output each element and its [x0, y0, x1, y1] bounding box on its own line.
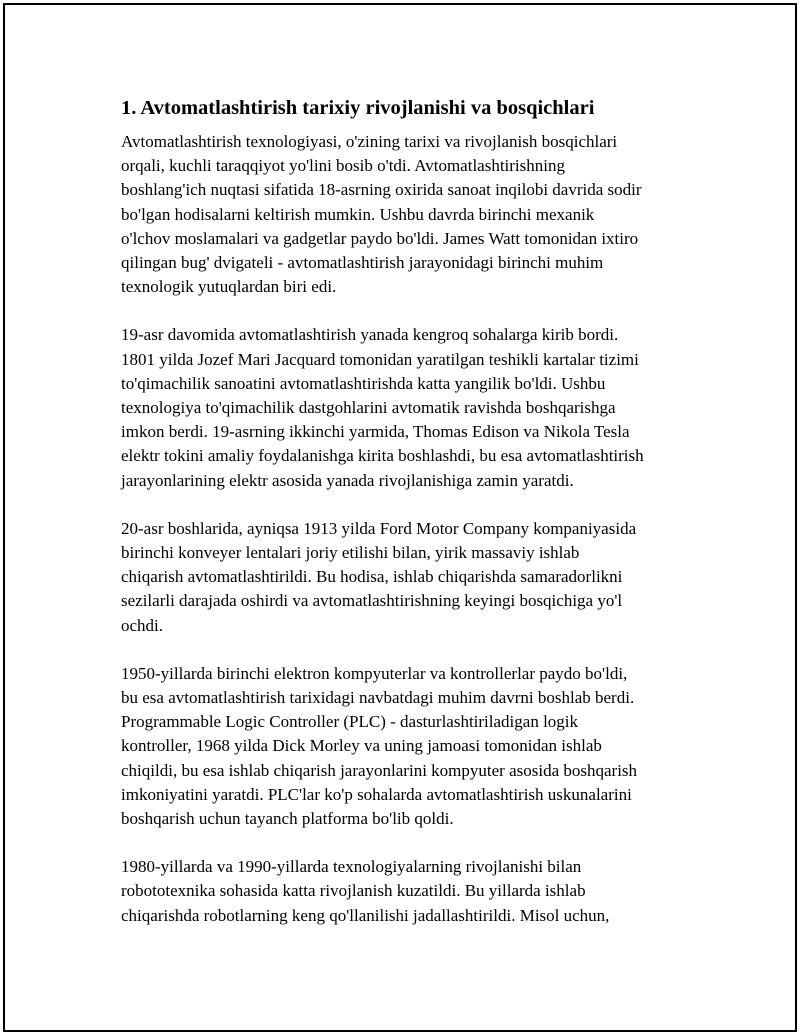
text-line: elektr tokini amaliy foydalanishga kirita boshlashdi, bu esa avtomatlashtirish — [121, 446, 644, 466]
text-line: orqali, kuchli taraqqiyot yo'lini bosib o'tdi. Avtomatlashtirishning — [121, 156, 565, 176]
text-line: jarayonlarining elektr asosida yanada rivojlanishiga zamin yaratdi. — [121, 470, 574, 490]
text-line: o'lchov moslamalari va gadgetlar paydo bo'ldi. James Watt tomonidan ixtiro — [121, 228, 639, 248]
paragraph-5 — [121, 855, 701, 928]
text-line: boshqarish uchun tayanch platforma bo'lib qoldi. — [121, 809, 454, 829]
text-line: Programmable Logic Controller (PLC) - dasturlashtiriladigan logik — [121, 712, 579, 732]
text-line: sezilarli darajada oshirdi va avtomatlashtirishning keyingi bosqichiga yo'l — [121, 591, 623, 611]
text-line: 20-asr boshlarida, ayniqsa 1913 yilda Ford Motor Company kompaniyasida — [121, 518, 637, 538]
text-line: imkon berdi. 19-asrning ikkinchi yarmida, Thomas Edison va Nikola Tesla — [121, 422, 630, 442]
text-line: 1980-yillarda va 1990-yillarda texnologiyalarning rivojlanishi bilan — [121, 857, 582, 877]
text-line: chiqarish avtomatlashtirildi. Bu hodisa, ishlab chiqarishda samaradorlikni — [121, 567, 623, 587]
text-line: Avtomatlashtirish texnologiyasi, o'zining tarixi va rivojlanish bosqichlari — [121, 132, 618, 151]
section-heading: 1. Avtomatlashtirish tarixiy rivojlanishi va bosqichlari — [121, 97, 595, 119]
text-line: birinchi konveyer lentalari joriy etilishi bilan, yirik massaviy ishlab — [121, 543, 580, 563]
text-line: texnologiya to'qimachilik dastgohlarini avtomatik ravishda boshqarishga — [121, 398, 616, 418]
text-line: imkoniyatini yaratdi. PLC'lar ko'p sohalarda avtomatlashtirish uskunalarini — [121, 784, 632, 804]
text-line: ochdi. — [121, 615, 164, 635]
text-line: texnologik yutuqlardan biri edi. — [121, 277, 337, 297]
text-line: to'qimachilik sanoatini avtomatlashtirishda katta yangilik bo'ldi. Ushbu — [121, 373, 606, 393]
text-line: bu esa avtomatlashtirish tarixidagi navbatdagi muhim davrni boshlab berdi. — [121, 688, 635, 708]
paragraph-3 — [121, 517, 701, 638]
text-line: chiqarishda robotlarning keng qo'llanilishi jadallashtirildi. Misol uchun, — [121, 905, 610, 925]
document-body — [121, 93, 701, 952]
text-line: 19-asr davomida avtomatlashtirish yanada kengroq sohalarga kirib bordi. — [121, 325, 619, 345]
text-line: qilingan bug' dvigateli - avtomatlashtirish jarayonidagi birinchi muhim — [121, 253, 604, 273]
text-line: 1801 yilda Jozef Mari Jacquard tomonidan yaratilgan teshikli kartalar tizimi — [121, 349, 639, 369]
text-line: boshlang'ich nuqtasi sifatida 18-asrning oxirida sanoat inqilobi davrida sodir — [121, 180, 642, 200]
page-frame — [3, 3, 797, 1032]
paragraph-4 — [121, 662, 701, 831]
text-line: bo'lgan hodisalarni keltirish mumkin. Ushbu davrda birinchi mexanik — [121, 204, 595, 224]
text-line: chiqildi, bu esa ishlab chiqarish jarayonlarini kompyuter asosida boshqarish — [121, 760, 638, 780]
text-line: robototexnika sohasida katta rivojlanish kuzatildi. Bu yillarda ishlab — [121, 881, 586, 901]
paragraph-1 — [121, 130, 701, 299]
text-line: kontroller, 1968 yilda Dick Morley va uning jamoasi tomonidan ishlab — [121, 736, 602, 756]
paragraph-2 — [121, 323, 701, 492]
text-line: 1950-yillarda birinchi elektron kompyuterlar va kontrollerlar paydo bo'ldi, — [121, 663, 628, 683]
